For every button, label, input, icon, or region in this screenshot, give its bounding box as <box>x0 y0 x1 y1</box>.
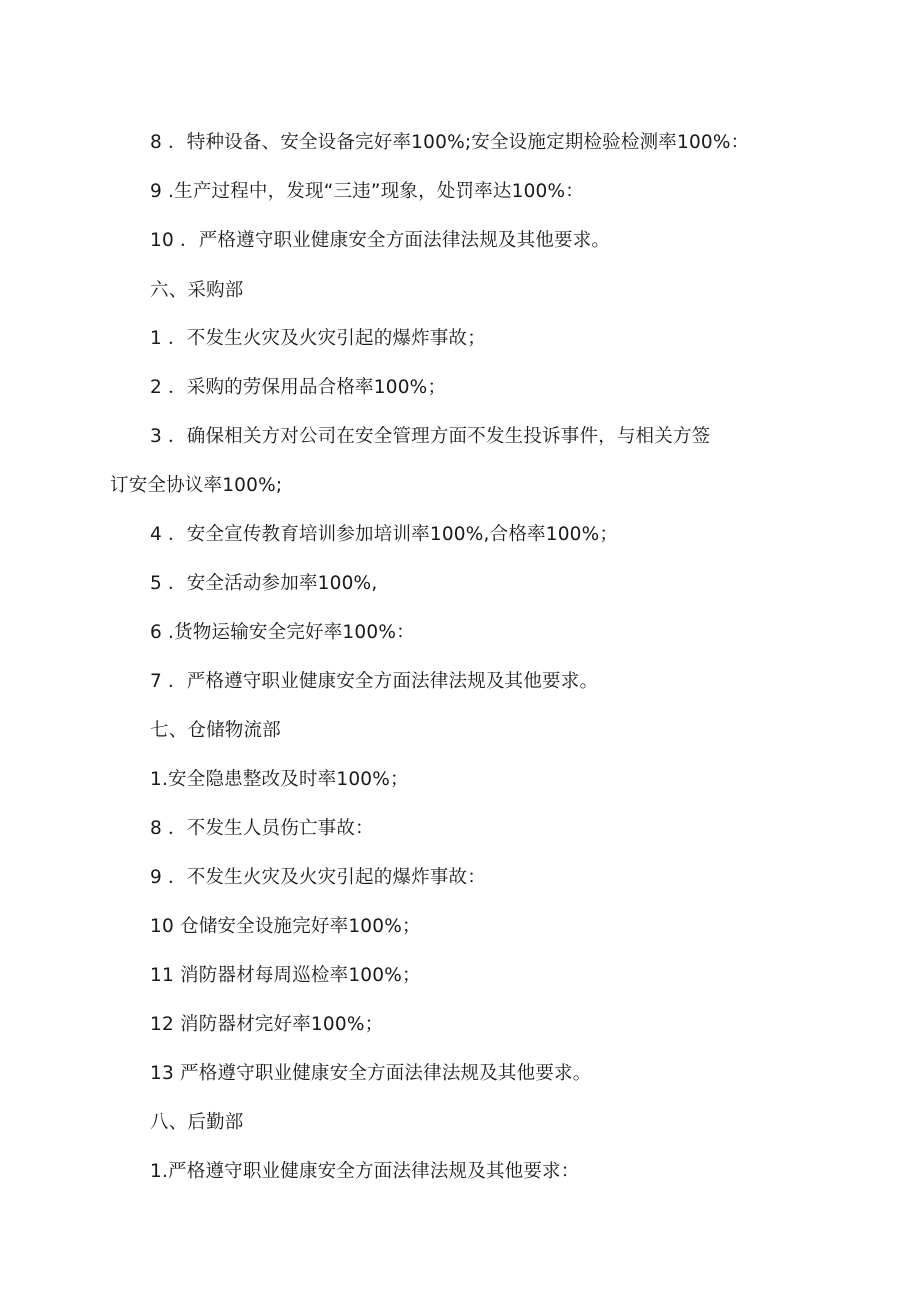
list-item: 6 .货物运输安全完好率100%： <box>150 622 415 643</box>
list-item: 10 ．严格遵守职业健康安全方面法律法规及其他要求。 <box>150 230 611 251</box>
list-item-continuation: 订安全协议率100%; <box>110 475 283 496</box>
list-item: 9 .生产过程中，发现“三违”现象，处罚率达100%： <box>150 181 584 202</box>
section-heading: 六、采购部 <box>150 280 244 301</box>
list-item: 10 仓储安全设施完好率100%； <box>150 916 421 937</box>
list-item: 1.安全隐患整改及时率100%； <box>150 769 409 790</box>
list-item: 3 ．确保相关方对公司在安全管理方面不发生投诉事件，与相关方签 <box>150 426 711 447</box>
list-item: 4 ．安全宣传教育培训参加培训率100%,合格率100%； <box>150 524 619 545</box>
list-item: 7 ．严格遵守职业健康安全方面法律法规及其他要求。 <box>150 671 599 692</box>
list-item: 11 消防器材每周巡检率100%； <box>150 965 421 986</box>
section-heading: 七、仓储物流部 <box>150 720 281 741</box>
list-item: 2 ．采购的劳保用品合格率100%； <box>150 377 447 398</box>
list-item: 5 ．安全活动参加率100%, <box>150 573 378 594</box>
list-item: 1 ．不发生火灾及火灾引起的爆炸事故； <box>150 328 486 349</box>
list-item: 13 严格遵守职业健康安全方面法律法规及其他要求。 <box>150 1063 592 1084</box>
section-heading: 八、后勤部 <box>150 1112 244 1133</box>
list-item: 12 消防器材完好率100%； <box>150 1014 384 1035</box>
list-item: 1.严格遵守职业健康安全方面法律法规及其他要求： <box>150 1161 580 1182</box>
list-item: 8 ．特种设备、安全设备完好率100%;安全设施定期检验检测率100%： <box>150 132 750 153</box>
list-item: 9 ．不发生火灾及火灾引起的爆炸事故： <box>150 867 486 888</box>
list-item: 8 ．不发生人员伤亡事故： <box>150 818 374 839</box>
